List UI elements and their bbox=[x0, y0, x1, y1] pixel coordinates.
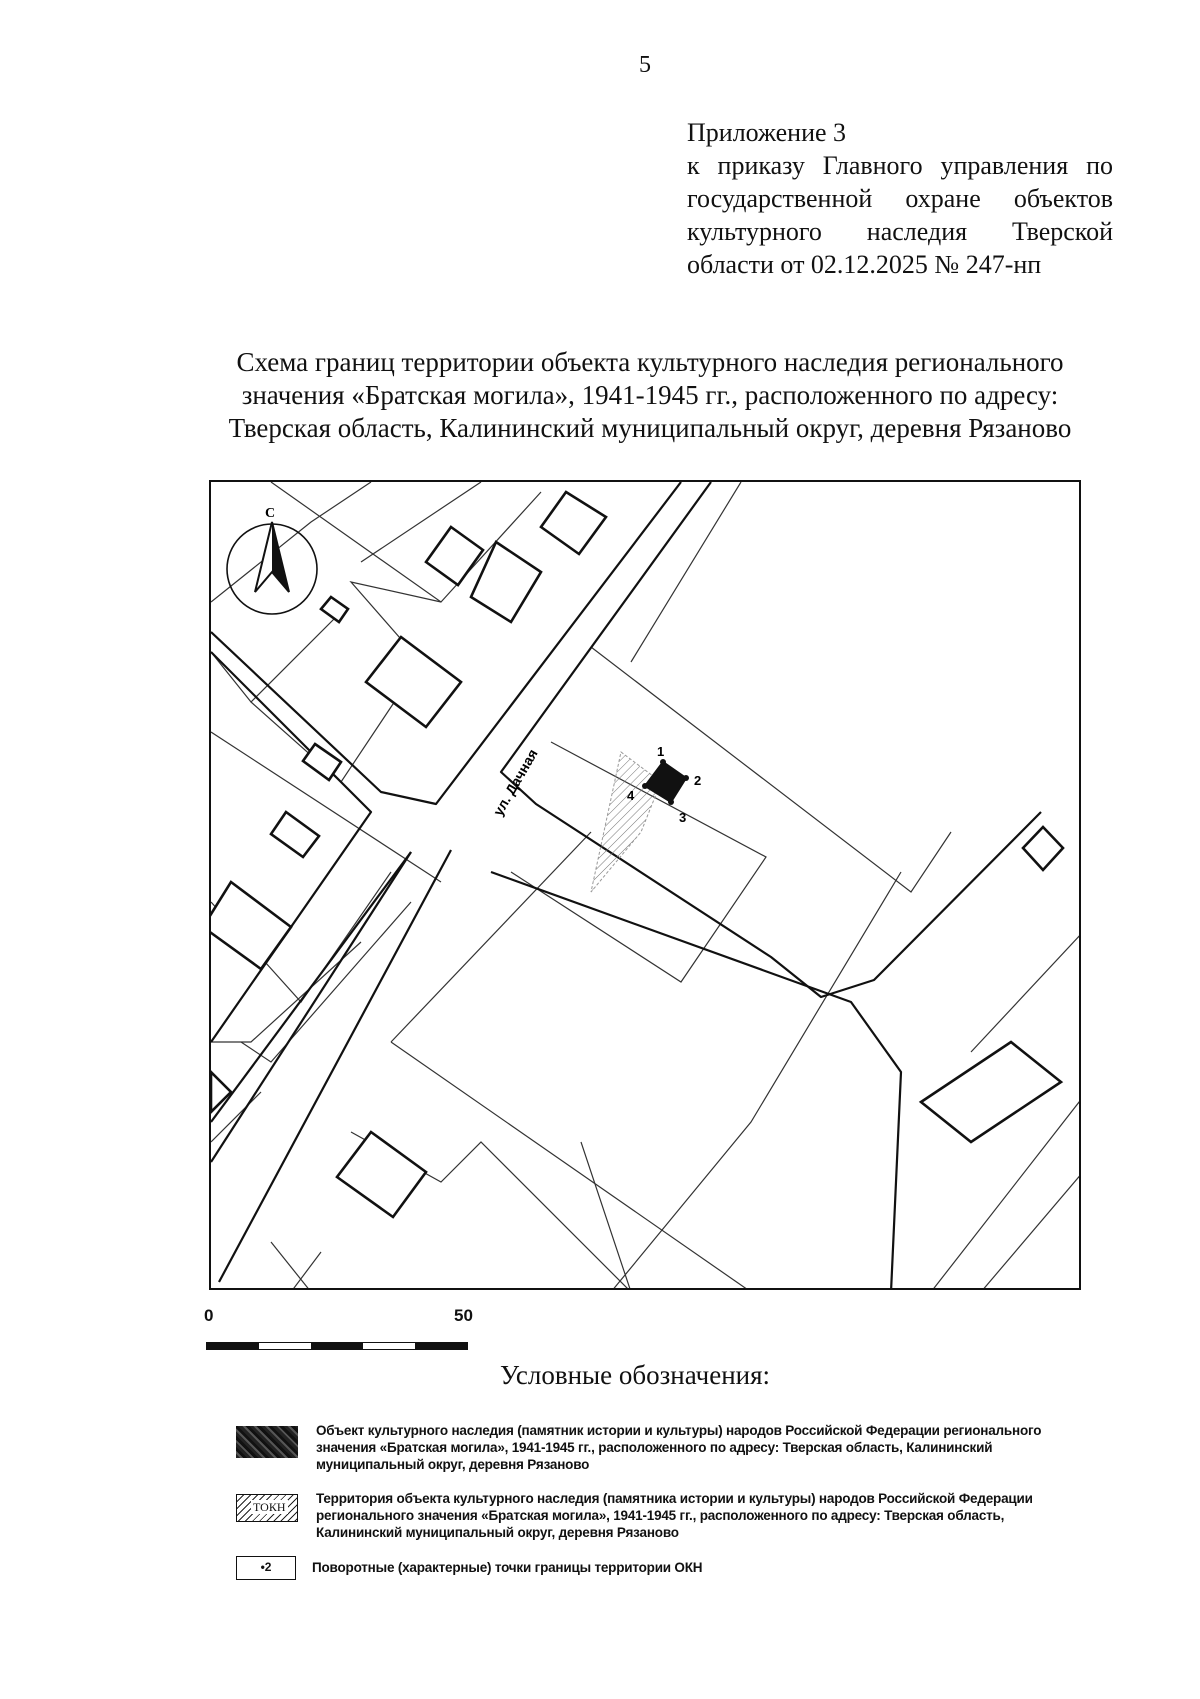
parcel-boundary bbox=[971, 932, 1081, 1052]
title-line: значения «Братская могила», 1941-1945 гг., расположенного по адресу: bbox=[241, 380, 1059, 410]
point-label-1: 1 bbox=[657, 744, 665, 759]
parcel-boundary bbox=[391, 1042, 751, 1290]
point-label-3: 3 bbox=[679, 810, 687, 825]
building bbox=[921, 1042, 1061, 1142]
legend-title: Условные обозначения: bbox=[500, 1360, 771, 1390]
parcel-boundary bbox=[631, 482, 741, 662]
parcel-boundary bbox=[981, 1172, 1081, 1290]
north-label: С bbox=[265, 506, 276, 521]
parcel-boundary bbox=[271, 1242, 311, 1290]
parcel-boundary bbox=[211, 482, 371, 602]
boundary-point-symbol-icon: •2 bbox=[236, 1556, 296, 1580]
legend-item-text: Территория объекта культурного наследия (памятника истории и культуры) народов Российской Федерации регионального значения «Братская могила», 1941-1945 гг., расположенного по адресу: Тверская область, Калининский муниципальный округ, деревня Рязаново bbox=[316, 1491, 1033, 1540]
appendix-line: культурного наследия Тверской bbox=[687, 217, 1113, 246]
scale-bar-graphic bbox=[206, 1342, 468, 1350]
building bbox=[337, 1132, 426, 1217]
parcel-boundary bbox=[591, 647, 951, 892]
okn-object-symbol-icon bbox=[236, 1426, 298, 1458]
okn-territory-symbol-icon bbox=[236, 1494, 298, 1522]
appendix-line: государственной охране объектов bbox=[687, 184, 1113, 213]
point-label-4: 4 bbox=[627, 788, 635, 803]
building bbox=[541, 492, 606, 554]
document-title bbox=[150, 346, 1150, 445]
north-arrow-icon bbox=[227, 506, 317, 614]
territory-symbol-text: ТОКН bbox=[253, 1500, 286, 1514]
boundary-map bbox=[209, 480, 1081, 1290]
street-label: ул. Дачная bbox=[489, 746, 541, 819]
parcel-boundary bbox=[211, 942, 361, 1042]
boundary-point bbox=[668, 799, 674, 805]
page-number: 5 bbox=[639, 52, 651, 78]
scale-start-label: 0 bbox=[204, 1306, 214, 1325]
okn-territory bbox=[591, 752, 661, 892]
building bbox=[271, 812, 319, 857]
boundary-point bbox=[642, 783, 648, 789]
title-line: Тверская область, Калининский муниципальный округ, деревня Рязаново bbox=[228, 413, 1072, 443]
appendix-line: области от 02.12.2025 № 247-нп bbox=[687, 250, 1042, 279]
point-label-2: 2 bbox=[694, 773, 702, 788]
scale-end-label: 50 bbox=[454, 1306, 473, 1325]
boundary-point bbox=[683, 775, 689, 781]
appendix-line: Приложение 3 bbox=[687, 118, 847, 147]
map-canvas bbox=[211, 482, 1081, 1290]
title-line: Схема границ территории объекта культурного наследия регионального bbox=[236, 347, 1064, 377]
appendix-header bbox=[687, 116, 1113, 281]
legend-item-text: Поворотные (характерные) точки границы территории ОКН bbox=[312, 1560, 703, 1575]
road-edge bbox=[501, 482, 1041, 997]
road-edge bbox=[211, 482, 681, 804]
parcel-boundary bbox=[211, 612, 341, 702]
building bbox=[426, 527, 483, 585]
road-edge bbox=[491, 872, 901, 1290]
building bbox=[211, 882, 291, 969]
building bbox=[1023, 827, 1063, 870]
appendix-line: к приказу Главного управления по bbox=[687, 151, 1113, 180]
legend-item-text: Объект культурного наследия (памятник истории и культуры) народов Российской Федерации регионального значения «Братская могила», 1941-1945 гг., расположенного по адресу: Тверская область, Калининский муниципальный округ, деревня Рязаново bbox=[316, 1423, 1042, 1472]
parcel-boundary bbox=[611, 872, 901, 1290]
building bbox=[321, 597, 348, 622]
boundary-point bbox=[660, 759, 666, 765]
parcel-boundary bbox=[291, 1252, 321, 1290]
parcel-boundary bbox=[391, 832, 591, 1042]
scale-bar bbox=[206, 1306, 471, 1356]
building bbox=[211, 1072, 231, 1112]
building bbox=[366, 637, 461, 727]
